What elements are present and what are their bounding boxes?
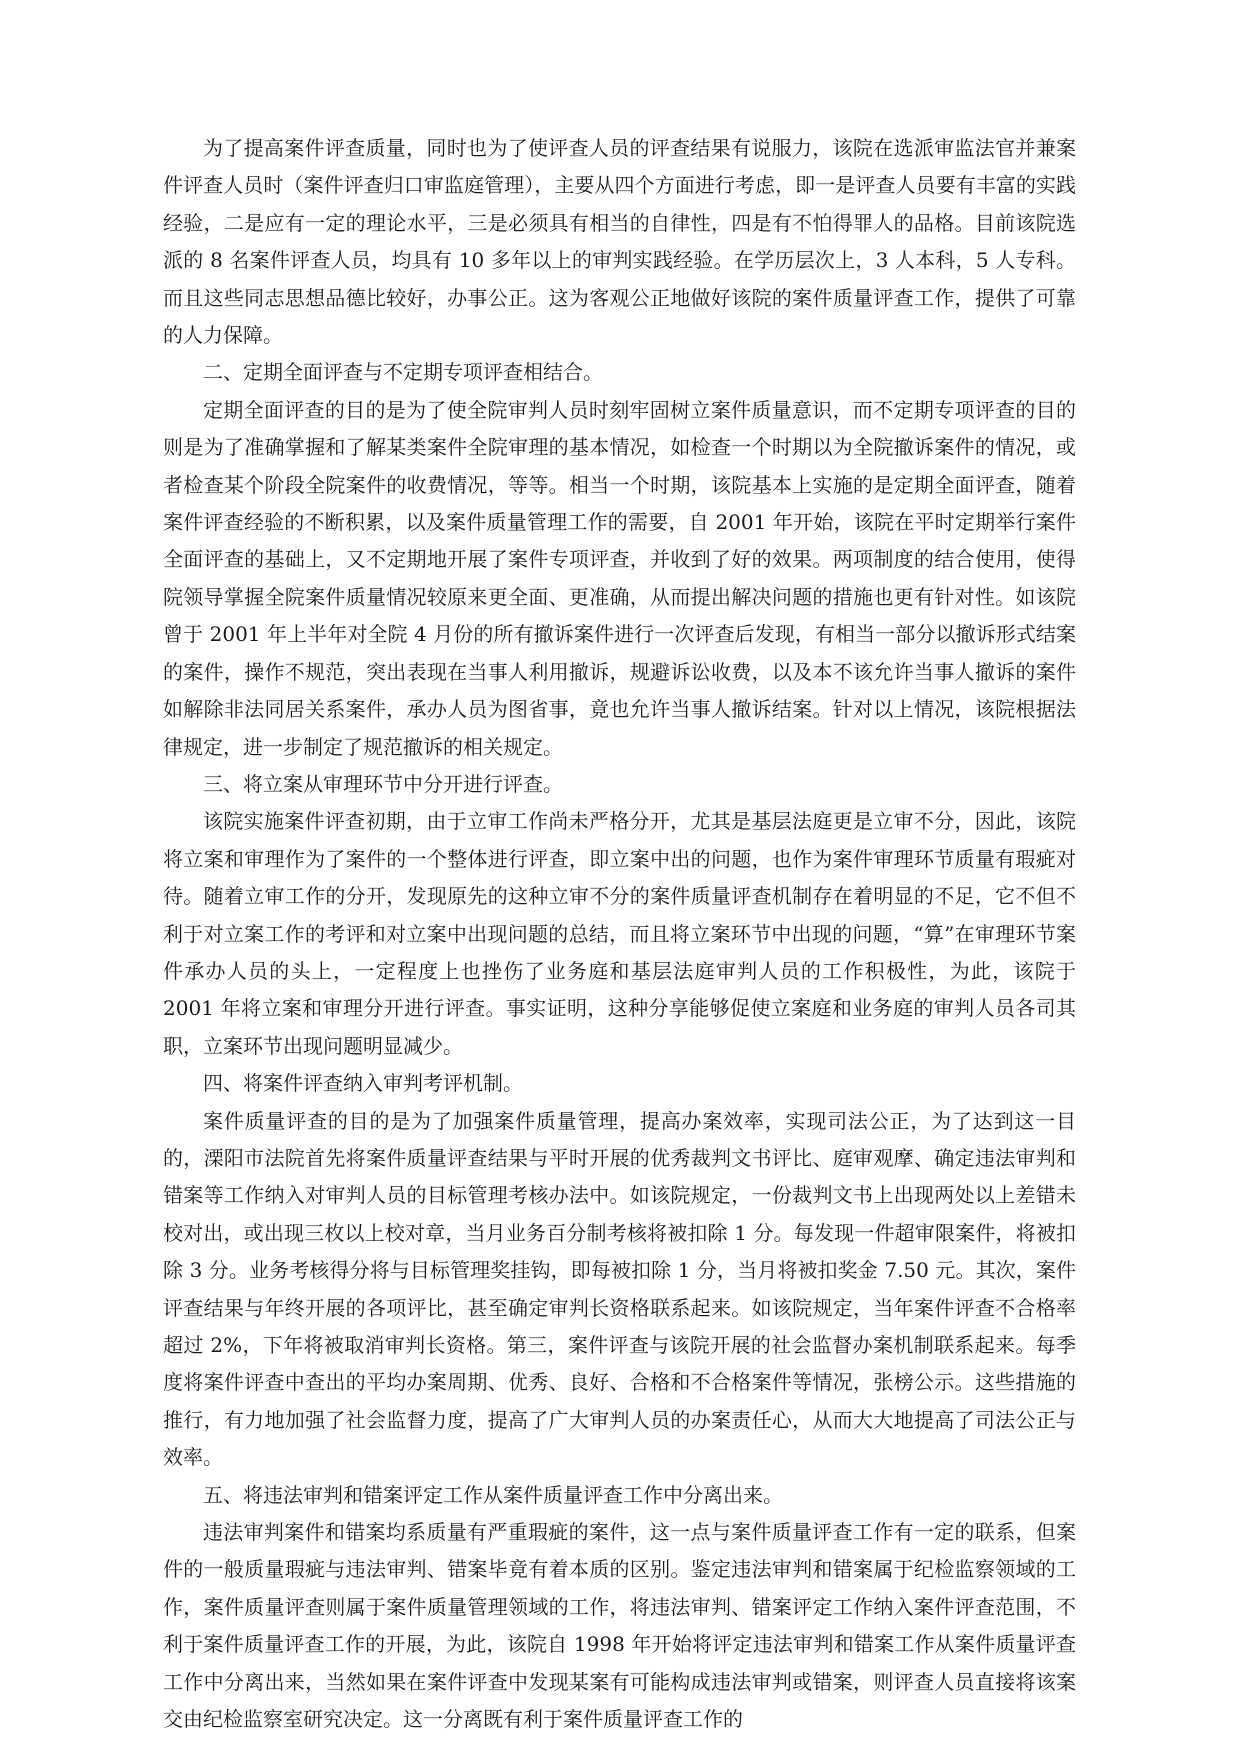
section-heading-5: 五、将违法审判和错案评定工作从案件质量评查工作中分离出来。: [203, 1482, 783, 1507]
section-heading-3: 三、将立案从审理环节中分开进行评查。: [203, 771, 563, 796]
paragraph-1: 为了提高案件评查质量，同时也为了使评查人员的评查结果有说服力，该院在选派审监法官并兼案件评查人员时（案件评查归口审监庭管理），主要从四个方面进行考虑，即一是评查人员要有丰富的实践经验，二是应有一定的理论水平，三是必须具有相当的自律性，四是有不怕得罪人的品格。目前该院选派的 8 名案件评查人员，均具有 10 多年以上的审判实践经验。在学历层次上，3 人本科，5 人专科。而且这些同志思想品德比较好，办事公正。这为客观公正地做好该院的案件质量评查工作，提供了可靠的人力保障。: [163, 136, 1076, 348]
section-heading-2: 二、定期全面评查与不定期专项评查相结合。: [203, 360, 603, 385]
paragraph-5: 违法审判案件和错案均系质量有严重瑕疵的案件，这一点与案件质量评查工作有一定的联系，但案件的一般质量瑕疵与违法审判、错案毕竟有着本质的区别。鉴定违法审判和错案属于纪检监察领域的工作，案件质量评查则属于案件质量管理领域的工作，将违法审判、错案评定工作纳入案件评查范围，不利于案件质量评查工作的开展，为此，该院自 1998 年开始将评定违法审判和错案工作从案件质量评查工作中分离出来，当然如果在案件评查中发现某案有可能构成违法审判或错案，则评查人员直接将该案交由纪检监察室研究决定。这一分离既有利于案件质量评查工作的: [163, 1520, 1076, 1732]
section-heading-4: 四、将案件评查纳入审判考评机制。: [203, 1071, 523, 1096]
paragraph-3: 该院实施案件评查初期，由于立审工作尚未严格分开，尤其是基层法庭更是立审不分，因此，该院将立案和审理作为了案件的一个整体进行评查，即立案中出的问题，也作为案件审理环节质量有瑕疵对待。随着立审工作的分开，发现原先的这种立审不分的案件质量评查机制存在着明显的不足，它不但不利于对立案工作的考评和对立案中出现问题的总结，而且将立案环节中出现的问题，“算”在审理环节案件承办人员的头上，一定程度上也挫伤了业务庭和基层法庭审判人员的工作积极性，为此，该院于 2001 年将立案和审理分开进行评查。事实证明，这种分享能够促使立案庭和业务庭的审判人员各司其职，立案环节出现问题明显减少。: [163, 809, 1076, 1058]
body-text: [163, 130, 1076, 1738]
paragraph-4: 案件质量评查的目的是为了加强案件质量管理，提高办案效率，实现司法公正，为了达到这一目的，溧阳市法院首先将案件质量评查结果与平时开展的优秀裁判文书评比、庭审观摩、确定违法审判和错案等工作纳入对审判人员的目标管理考核办法中。如该院规定，一份裁判文书上出现两处以上差错未校对出，或出现三枚以上校对章，当月业务百分制考核将被扣除 1 分。每发现一件超审限案件，将被扣除 3 分。业务考核得分将与目标管理奖挂钩，即每被扣除 1 分，当月将被扣奖金 7.50 元。其次，案件评查结果与年终开展的各项评比，甚至确定审判长资格联系起来。如该院规定，当年案件评查不合格率超过 2%，下年将被取消审判长资格。第三，案件评查与该院开展的社会监督办案机制联系起来。每季度将案件评查中查出的平均办案周期、优秀、良好、合格和不合格案件等情况，张榜公示。这些措施的推行，有力地加强了社会监督力度，提高了广大审判人员的办案责任心，从而大大地提高了司法公正与效率。: [163, 1108, 1076, 1470]
paragraph-2: 定期全面评查的目的是为了使全院审判人员时刻牢固树立案件质量意识，而不定期专项评查的目的则是为了准确掌握和了解某类案件全院审理的基本情况，如检查一个时期以为全院撤诉案件的情况，或者检查某个阶段全院案件的收费情况，等等。相当一个时期，该院基本上实施的是定期全面评查，随着案件评查经验的不断积累，以及案件质量管理工作的需要，自 2001 年开始，该院在平时定期举行案件全面评查的基础上，又不定期地开展了案件专项评查，并收到了好的效果。两项制度的结合使用，使得院领导掌握全院案件质量情况较原来更全面、更准确，从而提出解决问题的措施也更有针对性。如该院曾于 2001 年上半年对全院 4 月份的所有撤诉案件进行一次评查后发现，有相当一部分以撤诉形式结案的案件，操作不规范，突出表现在当事人利用撤诉，规避诉讼收费，以及本不该允许当事人撤诉的案件如解除非法同居关系案件，承办人员为图省事，竟也允许当事人撤诉结案。针对以上情况，该院根据法律规定，进一步制定了规范撤诉的相关规定。: [163, 397, 1076, 759]
